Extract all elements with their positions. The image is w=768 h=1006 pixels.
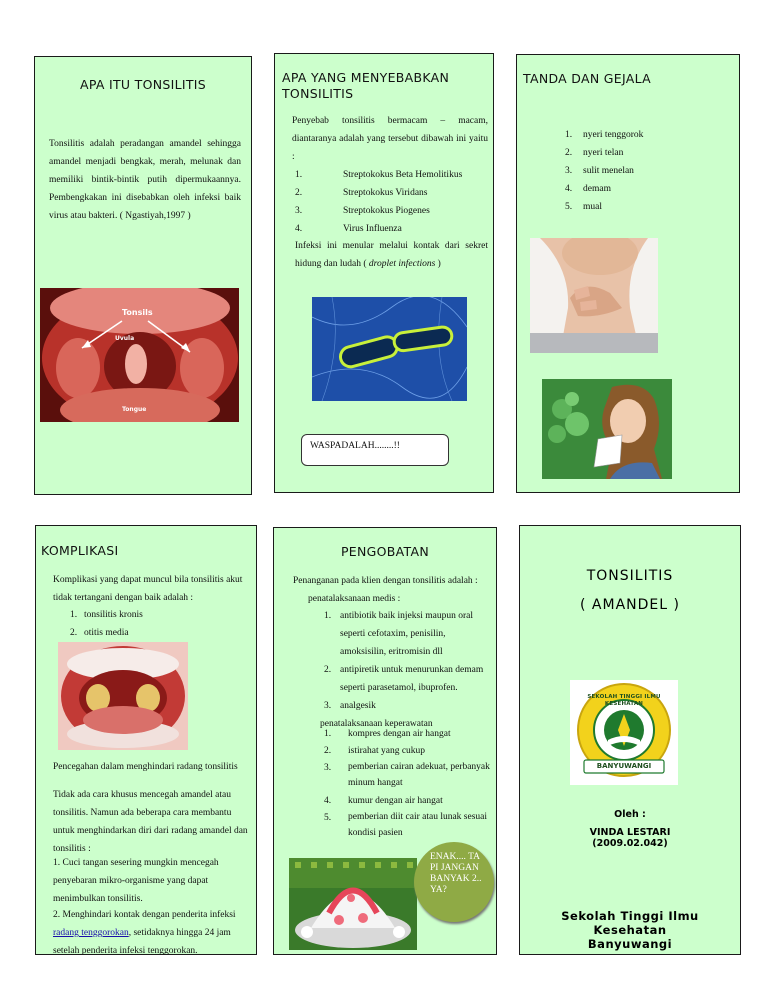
bacteria-image bbox=[312, 297, 467, 401]
school-name-3: Banyuwangi bbox=[587, 937, 673, 951]
panel-title: PENGOBATAN bbox=[340, 544, 430, 559]
author-id: (2009.02.042) bbox=[592, 838, 668, 849]
prevention-tip-1: 1. Cuci tangan sesering mungkin mencegah penyebaran mikro-organisme yang dapat menimbulkan tonsilitis. bbox=[53, 858, 219, 904]
list-item: 1. Streptokokus Beta Hemolitikus bbox=[295, 170, 463, 180]
by-label: Oleh : bbox=[614, 809, 646, 820]
list-item: 2. otitis media bbox=[70, 628, 129, 638]
bubble-text: ENAK.... TAPI JANGAN BANYAK 2..YA? bbox=[430, 852, 482, 895]
complications-list bbox=[70, 606, 240, 642]
transmission-text: Infeksi ini menular melalui kontak dari sekret hidung dan ludah ( droplet infections ) bbox=[295, 241, 488, 269]
warning-box: WASPADALAH........!! bbox=[301, 434, 449, 466]
nursing-list bbox=[324, 725, 492, 842]
list-item: 4. demam bbox=[565, 184, 611, 194]
symptoms-list bbox=[565, 126, 725, 216]
nursing-title: penatalaksanaan keperawatan bbox=[320, 719, 433, 729]
medical-title: penatalaksanaan medis : bbox=[308, 594, 401, 604]
panel-title: APA ITU TONSILITIS bbox=[79, 77, 206, 92]
medical-list bbox=[324, 607, 492, 715]
causes-intro: Penyebab tonsilitis bermacam – macam, diantaranya adalah yang tersebut dibawah ini yaitu : bbox=[292, 116, 488, 162]
prevention-title: Pencegahan dalam menghindari radang tonsilitis bbox=[53, 762, 238, 772]
list-item: 2. antipiretik untuk menurunkan demam seperti parasetamol, ibuprofen. bbox=[324, 665, 484, 693]
panel-apa-itu-tonsilitis bbox=[34, 56, 252, 495]
label-uvula: Uvula bbox=[115, 335, 135, 342]
radang-tenggorokan-link[interactable]: radang tenggorokan bbox=[53, 928, 129, 938]
list-item: 3. analgesik bbox=[324, 701, 376, 711]
sore-throat-photo bbox=[530, 238, 658, 353]
sneezing-woman-illustration bbox=[542, 379, 672, 479]
list-item: 1. nyeri tenggorok bbox=[565, 130, 644, 140]
panel-title: TANDA DAN GEJALA bbox=[523, 71, 651, 86]
label-tonsils: Tonsils bbox=[122, 308, 153, 317]
panel-komplikasi bbox=[35, 525, 257, 955]
panel-title: KOMPLIKASI bbox=[41, 543, 119, 558]
list-item: 3. pemberian cairan adekuat, perbanyak minum hangat bbox=[324, 762, 490, 788]
throat-tonsils-image bbox=[40, 288, 239, 422]
logo-arc-text: SEKOLAH TINGGI ILMU KESEHATAN bbox=[587, 694, 661, 707]
complications-intro: Komplikasi yang dapat muncul bila tonsilitis akut tidak tertangani dengan baik adalah : bbox=[53, 575, 243, 603]
author-name: VINDA LESTARI bbox=[589, 827, 671, 838]
treatment-intro: Penanganan pada klien dengan tonsilitis adalah : bbox=[293, 576, 478, 586]
list-item: 3. sulit menelan bbox=[565, 166, 634, 176]
list-item: 2. istirahat yang cukup bbox=[324, 746, 426, 756]
panel-penyebab bbox=[274, 53, 494, 493]
label-tongue: Tongue bbox=[122, 406, 147, 413]
panel-cover bbox=[519, 525, 741, 955]
panel-tanda-gejala bbox=[516, 54, 740, 493]
prevention-tip-2: 2. Menghindari kontak dengan penderita infeksi radang tenggorokan, setidaknya hingga 24 jam setelah penderita infeksi tenggorokan. bbox=[53, 910, 236, 955]
list-item: 1. antibiotik baik injeksi maupun oral seperti cefotaxim, penisilin, amoksisilin, eritromisin dll bbox=[324, 611, 473, 657]
logo-banner-text: BANYUWANGI bbox=[596, 762, 652, 770]
school-logo bbox=[570, 680, 678, 785]
cover-title: TONSILITIS bbox=[586, 568, 674, 584]
school-name-2: Kesehatan bbox=[593, 923, 667, 937]
list-item: 1. tonsilitis kronis bbox=[70, 610, 143, 620]
causes-list bbox=[295, 166, 487, 238]
list-item: 2. Streptokokus Viridans bbox=[295, 188, 428, 198]
prevention-text: Tidak ada cara khusus mencegah amandel atau tonsilitis. Namun ada beberapa cara membantu untuk menghindarkan diri dari radang amandel dan tonsilitis : bbox=[53, 790, 248, 854]
cover-subtitle: ( AMANDEL ) bbox=[580, 597, 680, 613]
list-item: 5. pemberian diit cair atau lunak sesuai kondisi pasien bbox=[324, 812, 488, 838]
panel-pengobatan bbox=[273, 527, 497, 955]
list-item: 2. nyeri telan bbox=[565, 148, 624, 158]
speech-bubble bbox=[414, 842, 494, 922]
list-item: 4. kumur dengan air hangat bbox=[324, 796, 443, 806]
definition-paragraph: Tonsilitis adalah peradangan amandel sehingga amandel menjadi bengkak, merah, melunak dan memiliki bintik-bintik putih dipermukaannya. Pembengkakan ini disebabkan oleh infeksi baik virus atau bakteri. ( Ngastiyah,1997 ) bbox=[49, 139, 241, 221]
list-item: 3. Streptokokus Piogenes bbox=[295, 206, 430, 216]
panel-title: APA YANG MENYEBABKAN TONSILITIS bbox=[282, 70, 450, 101]
list-item: 1. kompres dengan air hangat bbox=[324, 729, 451, 739]
list-item: 5. mual bbox=[565, 202, 602, 212]
school-name-1: Sekolah Tinggi Ilmu bbox=[561, 909, 699, 923]
shaved-ice-dessert-photo bbox=[289, 858, 417, 950]
inflamed-tonsils-photo bbox=[58, 642, 188, 750]
list-item: 4. Virus Influenza bbox=[295, 224, 402, 234]
